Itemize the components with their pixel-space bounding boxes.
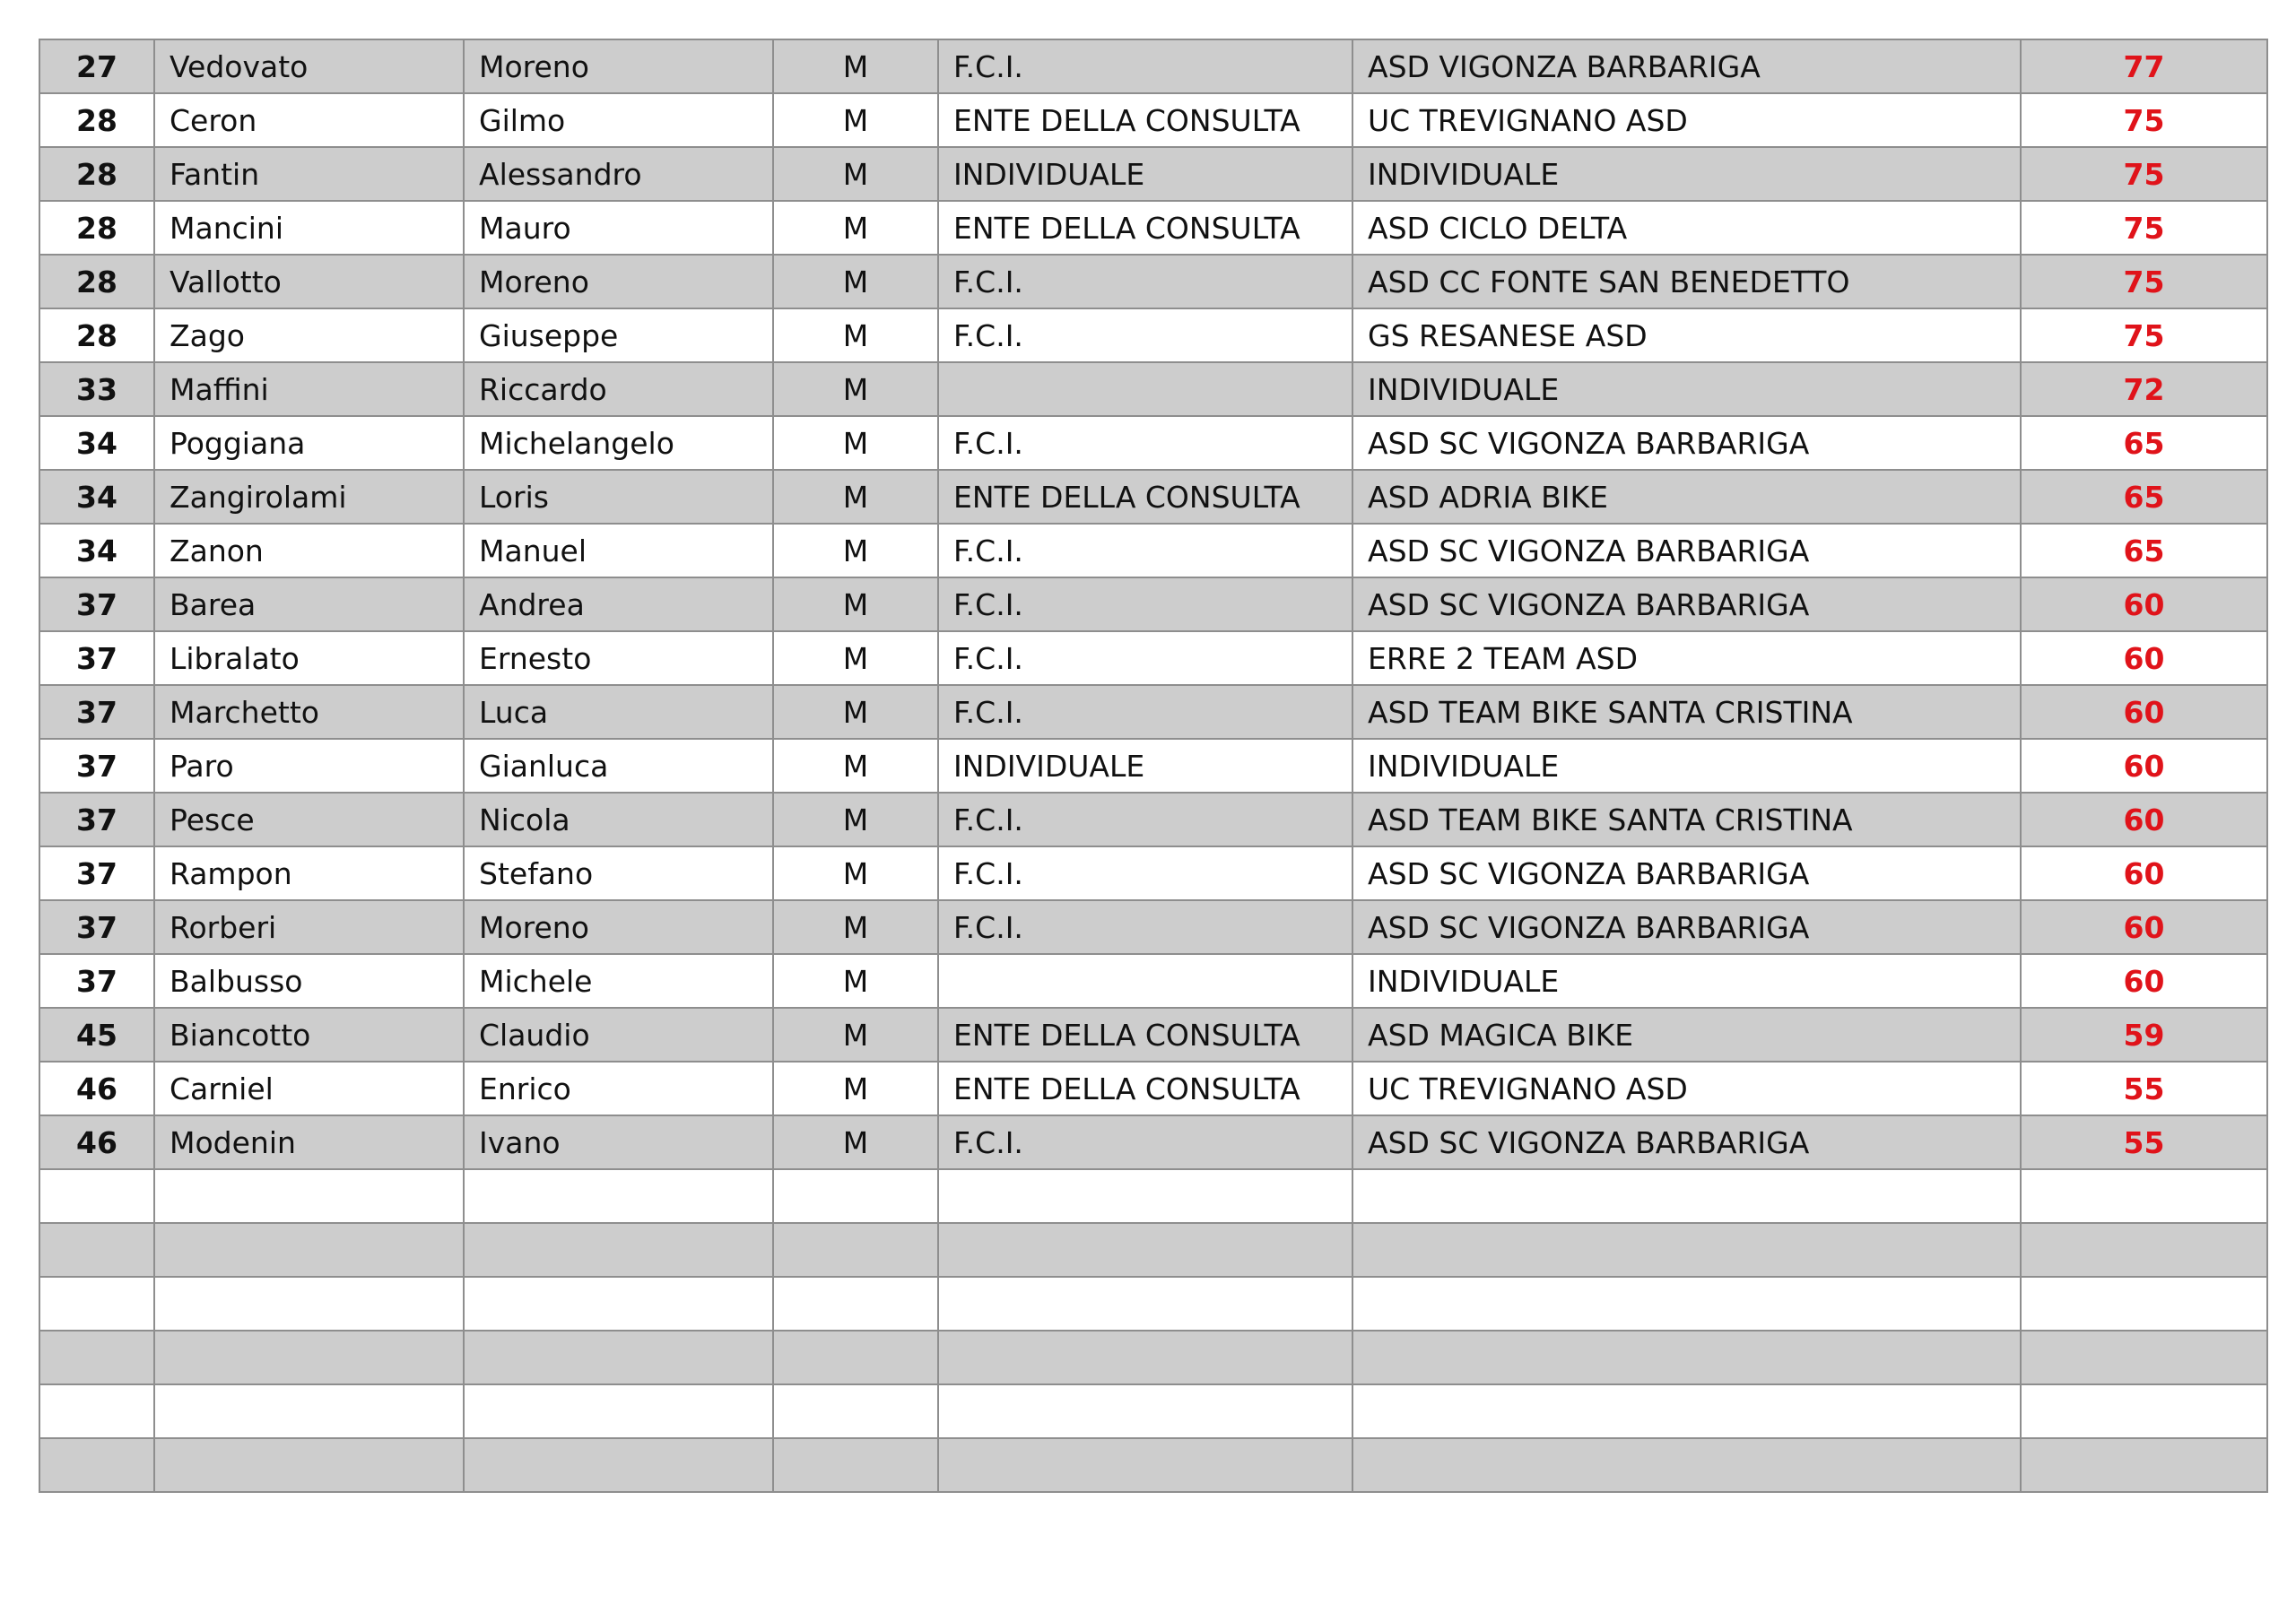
sex-cell: M <box>773 362 938 416</box>
federation-cell: F.C.I. <box>938 1115 1352 1169</box>
points-cell: 55 <box>2021 1115 2267 1169</box>
team-cell: ASD SC VIGONZA BARBARIGA <box>1352 1115 2021 1169</box>
federation-cell: INDIVIDUALE <box>938 147 1352 201</box>
sex-cell: M <box>773 793 938 846</box>
sex-cell <box>773 1223 938 1277</box>
surname-cell: Zago <box>154 308 464 362</box>
table-row <box>39 201 2267 255</box>
surname-cell <box>154 1331 464 1384</box>
federation-cell: F.C.I. <box>938 308 1352 362</box>
team-cell: ASD SC VIGONZA BARBARIGA <box>1352 900 2021 954</box>
points-cell: 75 <box>2021 255 2267 308</box>
points-cell: 60 <box>2021 685 2267 739</box>
first-name-cell: Luca <box>464 685 773 739</box>
points-cell: 59 <box>2021 1008 2267 1062</box>
federation-cell: F.C.I. <box>938 631 1352 685</box>
team-cell: GS RESANESE ASD <box>1352 308 2021 362</box>
rank-cell: 33 <box>39 362 154 416</box>
sex-cell: M <box>773 1115 938 1169</box>
surname-cell: Rampon <box>154 846 464 900</box>
first-name-cell: Michelangelo <box>464 416 773 470</box>
surname-cell: Pesce <box>154 793 464 846</box>
surname-cell: Carniel <box>154 1062 464 1115</box>
team-cell <box>1352 1277 2021 1331</box>
team-cell: ASD CC FONTE SAN BENEDETTO <box>1352 255 2021 308</box>
surname-cell: Mancini <box>154 201 464 255</box>
points-cell: 60 <box>2021 793 2267 846</box>
surname-cell <box>154 1438 464 1492</box>
sex-cell: M <box>773 1008 938 1062</box>
table-row <box>39 954 2267 1008</box>
rank-cell: 34 <box>39 524 154 577</box>
first-name-cell: Enrico <box>464 1062 773 1115</box>
surname-cell: Marchetto <box>154 685 464 739</box>
table-row <box>39 470 2267 524</box>
table-row <box>39 1223 2267 1277</box>
first-name-cell <box>464 1223 773 1277</box>
rank-cell: 28 <box>39 255 154 308</box>
federation-cell: F.C.I. <box>938 846 1352 900</box>
first-name-cell <box>464 1169 773 1223</box>
sex-cell <box>773 1169 938 1223</box>
table-row <box>39 1115 2267 1169</box>
rank-cell <box>39 1438 154 1492</box>
table-row <box>39 39 2267 93</box>
sex-cell: M <box>773 255 938 308</box>
rank-cell: 28 <box>39 93 154 147</box>
surname-cell: Biancotto <box>154 1008 464 1062</box>
federation-cell: F.C.I. <box>938 685 1352 739</box>
surname-cell <box>154 1384 464 1438</box>
team-cell: ASD SC VIGONZA BARBARIGA <box>1352 416 2021 470</box>
table-row <box>39 416 2267 470</box>
team-cell: INDIVIDUALE <box>1352 954 2021 1008</box>
surname-cell: Zangirolami <box>154 470 464 524</box>
first-name-cell: Nicola <box>464 793 773 846</box>
team-cell: ASD CICLO DELTA <box>1352 201 2021 255</box>
rank-cell: 37 <box>39 577 154 631</box>
table-row <box>39 1331 2267 1384</box>
points-cell: 65 <box>2021 416 2267 470</box>
table-row <box>39 1384 2267 1438</box>
first-name-cell: Gilmo <box>464 93 773 147</box>
federation-cell: F.C.I. <box>938 900 1352 954</box>
rank-cell: 37 <box>39 846 154 900</box>
federation-cell <box>938 1277 1352 1331</box>
table-row <box>39 631 2267 685</box>
sex-cell <box>773 1277 938 1331</box>
rank-cell <box>39 1277 154 1331</box>
team-cell: INDIVIDUALE <box>1352 362 2021 416</box>
team-cell: UC TREVIGNANO ASD <box>1352 1062 2021 1115</box>
federation-cell: ENTE DELLA CONSULTA <box>938 93 1352 147</box>
table-row <box>39 255 2267 308</box>
team-cell <box>1352 1223 2021 1277</box>
sex-cell: M <box>773 93 938 147</box>
points-cell <box>2021 1223 2267 1277</box>
federation-cell: ENTE DELLA CONSULTA <box>938 201 1352 255</box>
surname-cell: Libralato <box>154 631 464 685</box>
first-name-cell <box>464 1384 773 1438</box>
surname-cell: Ceron <box>154 93 464 147</box>
sex-cell: M <box>773 1062 938 1115</box>
team-cell: ASD SC VIGONZA BARBARIGA <box>1352 846 2021 900</box>
surname-cell <box>154 1277 464 1331</box>
federation-cell: F.C.I. <box>938 577 1352 631</box>
first-name-cell: Manuel <box>464 524 773 577</box>
points-cell: 75 <box>2021 308 2267 362</box>
sex-cell: M <box>773 739 938 793</box>
first-name-cell: Moreno <box>464 900 773 954</box>
sex-cell: M <box>773 201 938 255</box>
surname-cell: Balbusso <box>154 954 464 1008</box>
first-name-cell: Stefano <box>464 846 773 900</box>
points-cell: 77 <box>2021 39 2267 93</box>
points-cell: 75 <box>2021 147 2267 201</box>
rank-cell: 28 <box>39 201 154 255</box>
points-cell: 55 <box>2021 1062 2267 1115</box>
rank-cell: 37 <box>39 900 154 954</box>
table-row <box>39 577 2267 631</box>
team-cell <box>1352 1331 2021 1384</box>
table-row <box>39 308 2267 362</box>
first-name-cell: Michele <box>464 954 773 1008</box>
rank-cell <box>39 1384 154 1438</box>
team-cell: INDIVIDUALE <box>1352 739 2021 793</box>
team-cell <box>1352 1169 2021 1223</box>
surname-cell <box>154 1223 464 1277</box>
surname-cell: Maffini <box>154 362 464 416</box>
standings-table <box>39 39 2268 1493</box>
rank-cell: 37 <box>39 685 154 739</box>
team-cell: ASD ADRIA BIKE <box>1352 470 2021 524</box>
first-name-cell: Loris <box>464 470 773 524</box>
sex-cell: M <box>773 577 938 631</box>
team-cell: ASD SC VIGONZA BARBARIGA <box>1352 524 2021 577</box>
surname-cell: Zanon <box>154 524 464 577</box>
rank-cell: 34 <box>39 470 154 524</box>
federation-cell: F.C.I. <box>938 39 1352 93</box>
rank-cell: 46 <box>39 1062 154 1115</box>
sex-cell: M <box>773 954 938 1008</box>
team-cell: INDIVIDUALE <box>1352 147 2021 201</box>
surname-cell: Paro <box>154 739 464 793</box>
team-cell <box>1352 1438 2021 1492</box>
surname-cell: Vedovato <box>154 39 464 93</box>
points-cell: 75 <box>2021 93 2267 147</box>
federation-cell <box>938 1438 1352 1492</box>
table-row <box>39 1169 2267 1223</box>
rank-cell: 45 <box>39 1008 154 1062</box>
first-name-cell: Gianluca <box>464 739 773 793</box>
points-cell: 60 <box>2021 900 2267 954</box>
rank-cell: 37 <box>39 954 154 1008</box>
points-cell <box>2021 1277 2267 1331</box>
table-row <box>39 900 2267 954</box>
federation-cell <box>938 1169 1352 1223</box>
points-cell: 60 <box>2021 739 2267 793</box>
points-cell: 75 <box>2021 201 2267 255</box>
sex-cell: M <box>773 524 938 577</box>
federation-cell: F.C.I. <box>938 793 1352 846</box>
points-cell <box>2021 1331 2267 1384</box>
surname-cell: Vallotto <box>154 255 464 308</box>
team-cell: UC TREVIGNANO ASD <box>1352 93 2021 147</box>
table-row <box>39 524 2267 577</box>
sex-cell <box>773 1331 938 1384</box>
table-row <box>39 93 2267 147</box>
rank-cell <box>39 1223 154 1277</box>
rank-cell: 27 <box>39 39 154 93</box>
team-cell: ASD TEAM BIKE SANTA CRISTINA <box>1352 793 2021 846</box>
surname-cell: Rorberi <box>154 900 464 954</box>
first-name-cell <box>464 1277 773 1331</box>
table-row <box>39 685 2267 739</box>
sex-cell: M <box>773 308 938 362</box>
points-cell: 65 <box>2021 524 2267 577</box>
first-name-cell: Mauro <box>464 201 773 255</box>
first-name-cell: Giuseppe <box>464 308 773 362</box>
points-cell <box>2021 1438 2267 1492</box>
surname-cell: Fantin <box>154 147 464 201</box>
sex-cell <box>773 1384 938 1438</box>
federation-cell: F.C.I. <box>938 255 1352 308</box>
first-name-cell <box>464 1438 773 1492</box>
table-row <box>39 846 2267 900</box>
sex-cell: M <box>773 416 938 470</box>
federation-cell <box>938 1223 1352 1277</box>
first-name-cell: Moreno <box>464 255 773 308</box>
federation-cell <box>938 1384 1352 1438</box>
surname-cell: Modenin <box>154 1115 464 1169</box>
federation-cell <box>938 1331 1352 1384</box>
sex-cell: M <box>773 685 938 739</box>
federation-cell: ENTE DELLA CONSULTA <box>938 1062 1352 1115</box>
points-cell <box>2021 1169 2267 1223</box>
surname-cell: Poggiana <box>154 416 464 470</box>
team-cell: ASD VIGONZA BARBARIGA <box>1352 39 2021 93</box>
table-row <box>39 1438 2267 1492</box>
first-name-cell: Claudio <box>464 1008 773 1062</box>
points-cell <box>2021 1384 2267 1438</box>
team-cell: ASD TEAM BIKE SANTA CRISTINA <box>1352 685 2021 739</box>
first-name-cell: Ernesto <box>464 631 773 685</box>
sex-cell: M <box>773 900 938 954</box>
federation-cell: F.C.I. <box>938 524 1352 577</box>
sex-cell: M <box>773 846 938 900</box>
federation-cell: F.C.I. <box>938 416 1352 470</box>
federation-cell: ENTE DELLA CONSULTA <box>938 1008 1352 1062</box>
first-name-cell: Alessandro <box>464 147 773 201</box>
sex-cell <box>773 1438 938 1492</box>
surname-cell <box>154 1169 464 1223</box>
table-row <box>39 793 2267 846</box>
rank-cell <box>39 1169 154 1223</box>
table-row <box>39 1008 2267 1062</box>
table-row <box>39 739 2267 793</box>
team-cell <box>1352 1384 2021 1438</box>
team-cell: ASD SC VIGONZA BARBARIGA <box>1352 577 2021 631</box>
sex-cell: M <box>773 470 938 524</box>
first-name-cell: Moreno <box>464 39 773 93</box>
points-cell: 65 <box>2021 470 2267 524</box>
first-name-cell: Andrea <box>464 577 773 631</box>
sex-cell: M <box>773 631 938 685</box>
federation-cell: INDIVIDUALE <box>938 739 1352 793</box>
team-cell: ASD MAGICA BIKE <box>1352 1008 2021 1062</box>
sex-cell: M <box>773 147 938 201</box>
sex-cell: M <box>773 39 938 93</box>
points-cell: 72 <box>2021 362 2267 416</box>
points-cell: 60 <box>2021 631 2267 685</box>
rank-cell: 34 <box>39 416 154 470</box>
table-row <box>39 1062 2267 1115</box>
table-row <box>39 1277 2267 1331</box>
team-cell: ERRE 2 TEAM ASD <box>1352 631 2021 685</box>
rank-cell: 37 <box>39 631 154 685</box>
first-name-cell: Riccardo <box>464 362 773 416</box>
first-name-cell <box>464 1331 773 1384</box>
surname-cell: Barea <box>154 577 464 631</box>
first-name-cell: Ivano <box>464 1115 773 1169</box>
table-row <box>39 362 2267 416</box>
points-cell: 60 <box>2021 954 2267 1008</box>
federation-cell <box>938 954 1352 1008</box>
rank-cell: 37 <box>39 739 154 793</box>
rank-cell: 28 <box>39 308 154 362</box>
rank-cell: 37 <box>39 793 154 846</box>
standings-body <box>39 39 2267 1492</box>
federation-cell: ENTE DELLA CONSULTA <box>938 470 1352 524</box>
table-row <box>39 147 2267 201</box>
rank-cell: 46 <box>39 1115 154 1169</box>
rank-cell <box>39 1331 154 1384</box>
rank-cell: 28 <box>39 147 154 201</box>
points-cell: 60 <box>2021 577 2267 631</box>
federation-cell <box>938 362 1352 416</box>
points-cell: 60 <box>2021 846 2267 900</box>
